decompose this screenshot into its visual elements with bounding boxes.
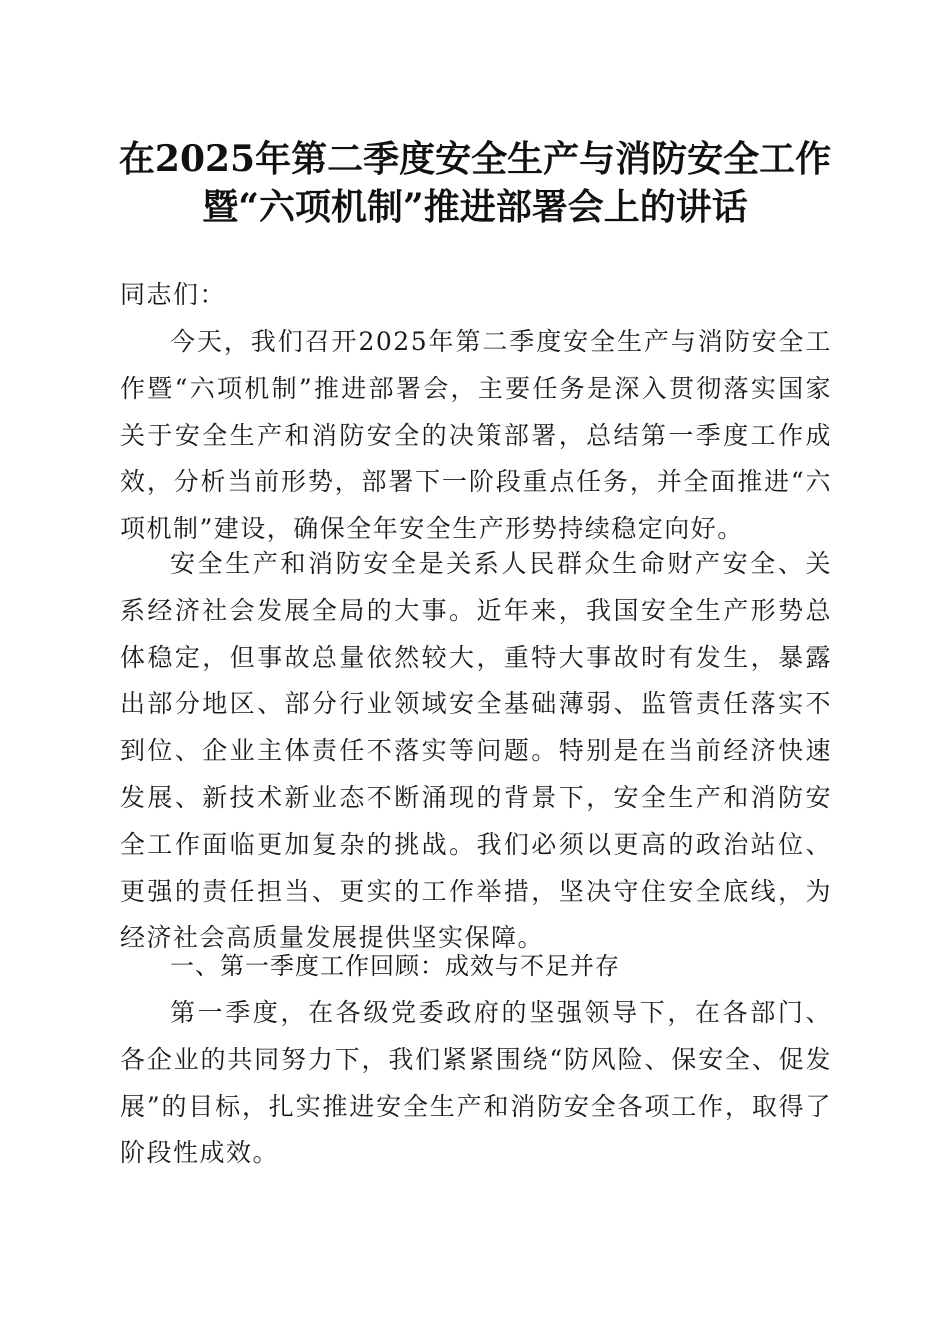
document-title-line-2: 暨“六项机制”推进部署会上的讲话 <box>202 186 748 228</box>
paragraph-opening: 今天，我们召开2025年第二季度安全生产与消防安全工作暨“六项机制”推进部署会，主要任务是深入贯彻落实国家关于安全生产和消防安全的决策部署，总结第一季度工作成效，分析当前形势，部署下一阶段重点任务，并全面推进“六项机制”建设，确保全年安全生产形势持续稳定向好。 <box>120 327 832 544</box>
section-heading: 一、第一季度工作回顾：成效与不足并存 <box>170 952 620 980</box>
paragraph-section-1: 第一季度，在各级党委政府的坚强领导下，在各部门、各企业的共同努力下，我们紧紧围绕“防风险、保安全、促发展”的目标，扎实推进安全生产和消防安全各项工作，取得了阶段性成效。 <box>120 998 832 1168</box>
document-title-line-1: 在2025年第二季度安全生产与消防安全工作 <box>118 138 832 180</box>
salutation: 同志们： <box>120 280 227 309</box>
paragraph-context: 安全生产和消防安全是关系人民群众生命财产安全、关系经济社会发展全局的大事。近年来，我国安全生产形势总体稳定，但事故总量依然较大，重特大事故时有发生，暴露出部分地区、部分行业领域安全基础薄弱、监管责任落实不到位、企业主体责任不落实等问题。特别是在当前经济快速发展、新技术新业态不断涌现的背景下，安全生产和消防安全工作面临更加复杂的挑战。我们必须以更高的政治站位、更强的责任担当、更实的工作举措，坚决守住安全底线，为经济社会高质量发展提供坚实保障。 <box>120 549 832 953</box>
